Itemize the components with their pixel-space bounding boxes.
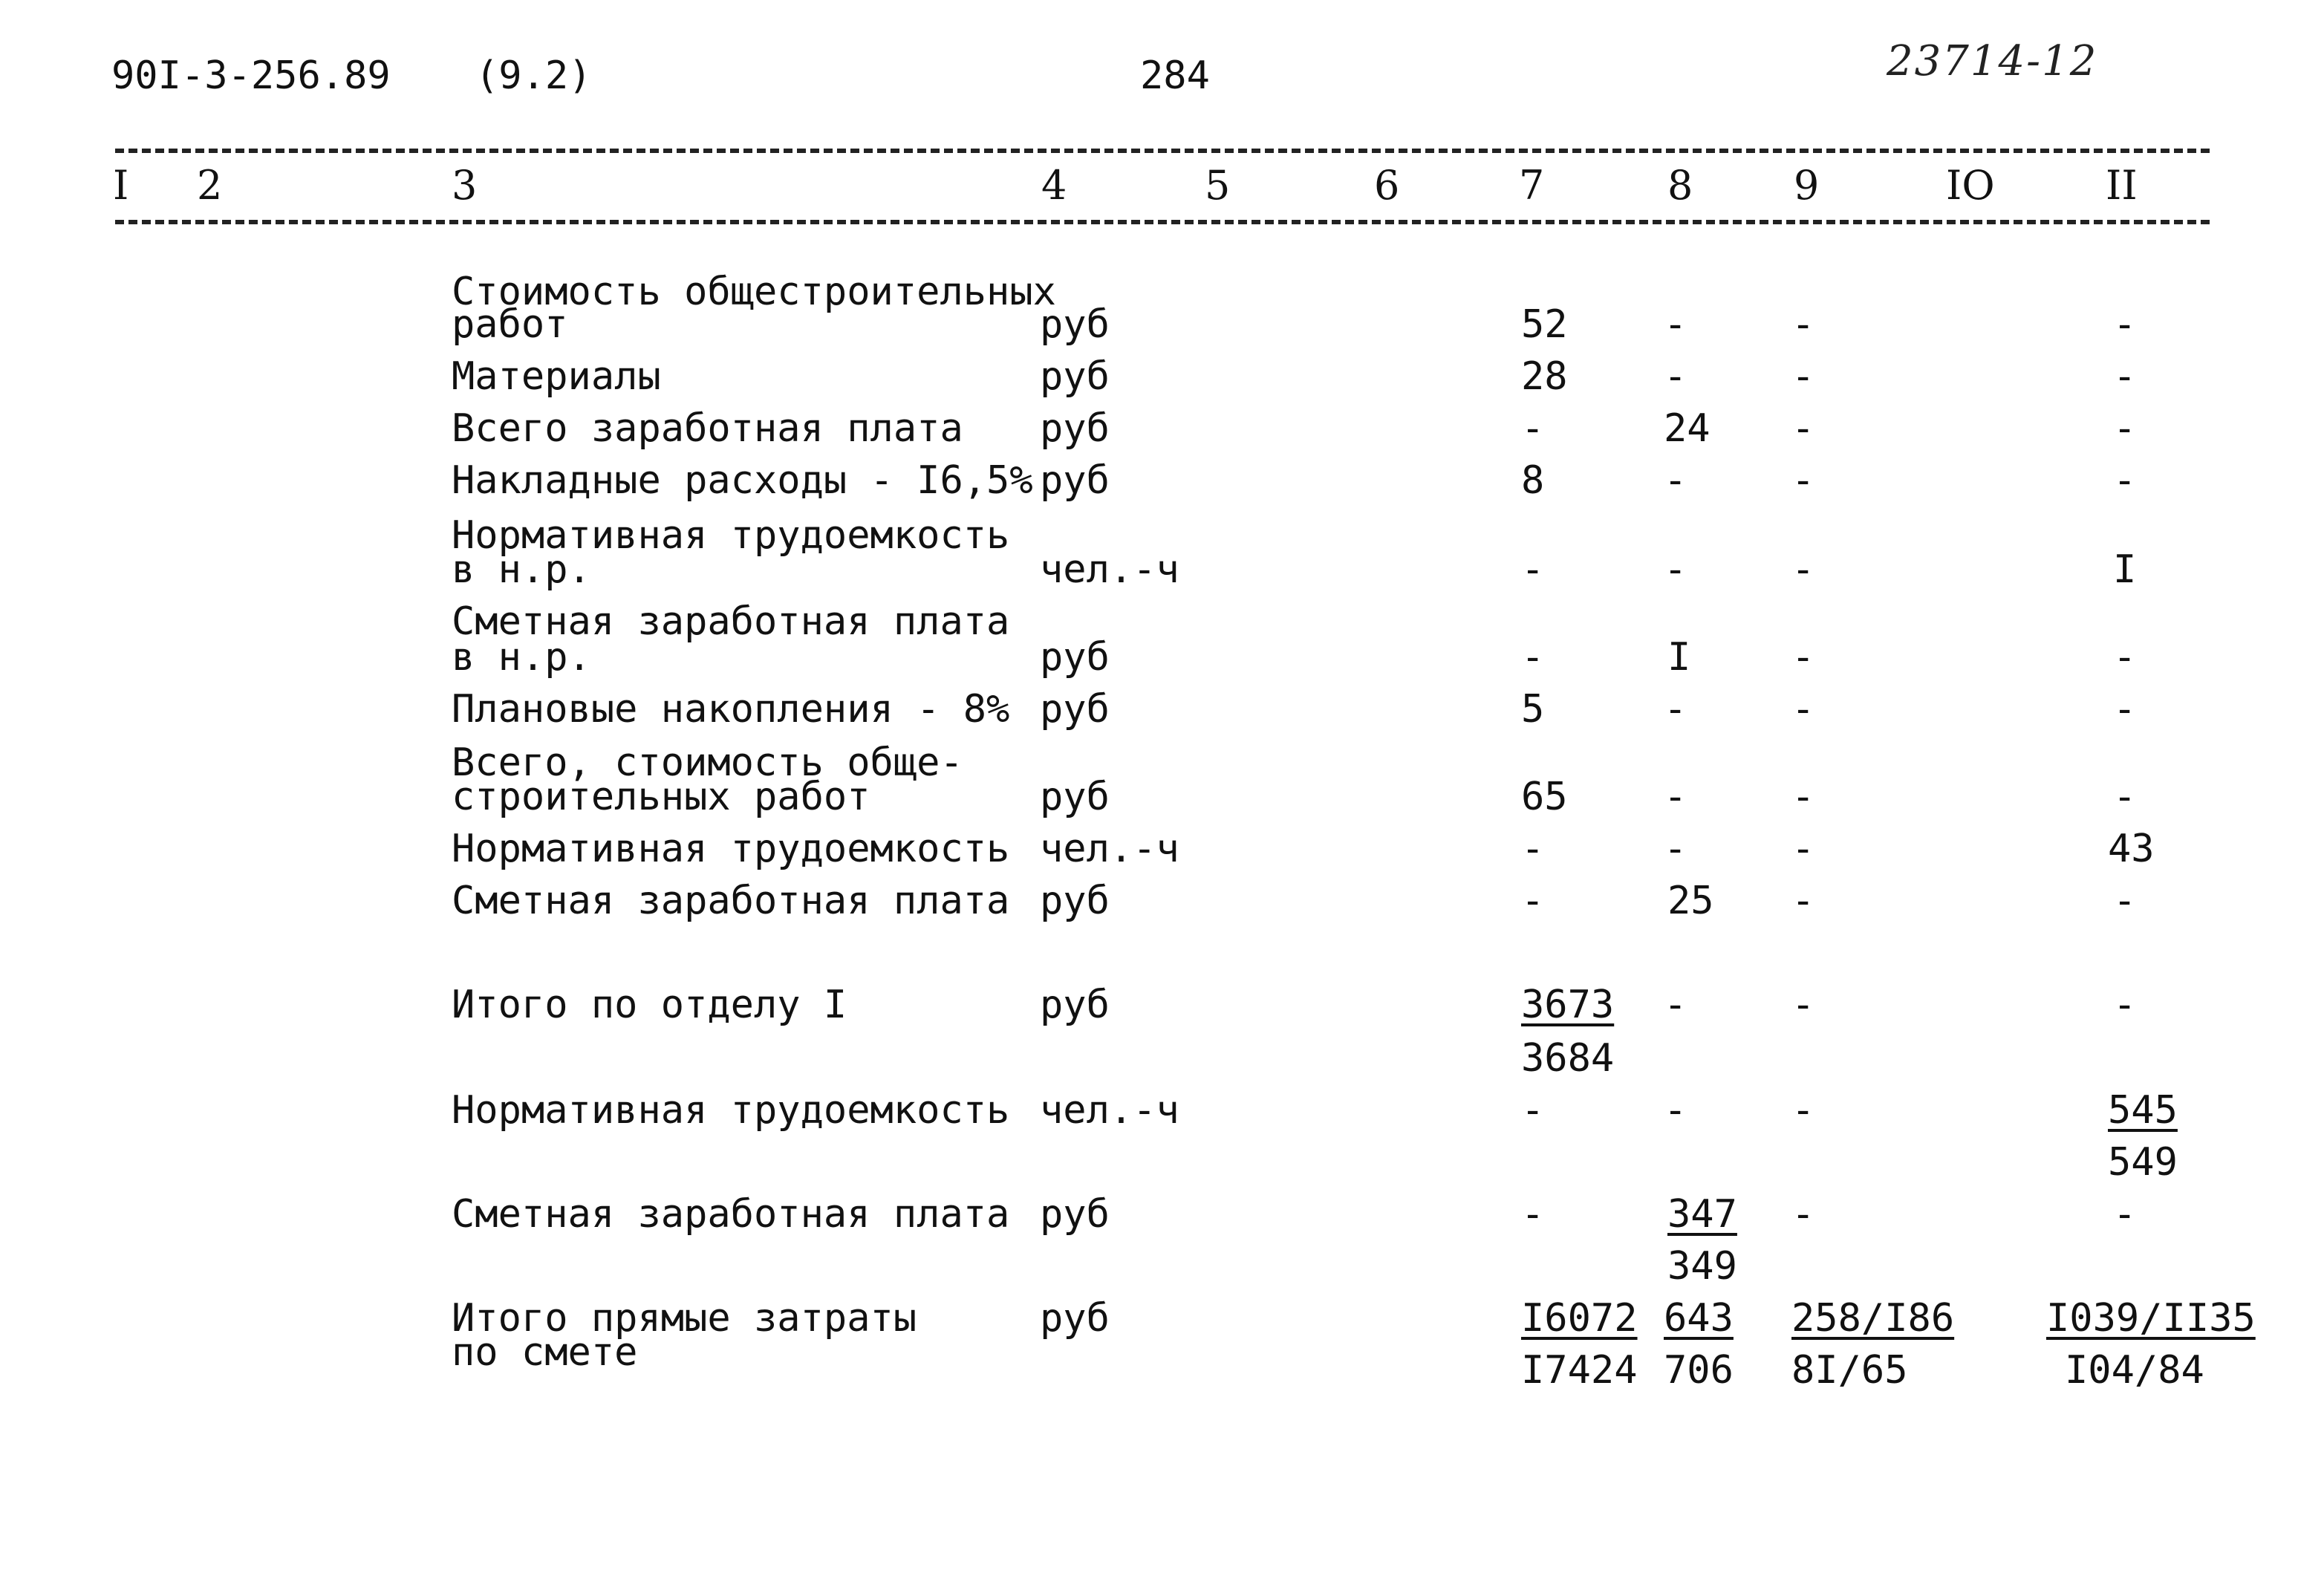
unit-cell: руб	[1040, 983, 1110, 1027]
cell-col9: -	[1791, 879, 1815, 923]
cell-col8: -	[1664, 827, 1687, 871]
cell-col9: -	[1791, 983, 1815, 1027]
cell-col8: 24	[1664, 406, 1711, 451]
cell-col7: 52	[1521, 302, 1568, 347]
cell-col7: -	[1521, 635, 1545, 680]
row-label: Накладные расходы - I6,5%	[452, 458, 1033, 503]
cell-col11-denominator: I04/84	[2065, 1348, 2204, 1393]
cell-col8: -	[1664, 354, 1687, 399]
row-label: Сметная заработная плата	[452, 879, 1010, 923]
cell-col8: -	[1664, 547, 1687, 592]
cell-col11: -	[2113, 1192, 2137, 1237]
cell-col9: -	[1791, 635, 1815, 680]
cell-col7-numerator: 3673	[1521, 983, 1615, 1027]
cell-col7: 8	[1521, 458, 1545, 503]
total-label: Нормативная трудоемкость	[452, 1088, 1010, 1133]
column-number: II	[2106, 162, 2138, 209]
cell-col11: -	[2113, 406, 2137, 451]
total-label: Итого по отделу I	[452, 983, 847, 1027]
handwritten-inventory-number: 23714-12	[1887, 37, 2098, 85]
section-number: (9.2)	[475, 53, 592, 98]
cell-col8-numerator: 347	[1667, 1192, 1737, 1237]
column-number: 8	[1667, 162, 1693, 209]
cell-col7-numerator: I6072	[1521, 1296, 1638, 1341]
cell-col9-numerator: 258/I86	[1791, 1296, 1955, 1341]
column-number: IO	[1946, 162, 1995, 209]
cell-col11: -	[2113, 983, 2137, 1027]
total-label: Сметная заработная плата	[452, 1192, 1010, 1237]
row-label: строительных работ	[452, 775, 870, 819]
cell-col7: 65	[1521, 775, 1568, 819]
cell-col11-numerator: 545	[2108, 1088, 2178, 1133]
page-number: 284	[1140, 53, 1210, 98]
cell-col8-numerator: 643	[1664, 1296, 1734, 1341]
cell-col7: -	[1521, 406, 1545, 451]
cell-col8: -	[1664, 775, 1687, 819]
cell-col11-denominator: 549	[2108, 1140, 2178, 1185]
cell-col11: I	[2113, 547, 2137, 592]
cell-col8: -	[1664, 983, 1687, 1027]
column-number: 4	[1041, 162, 1067, 209]
cell-col8: -	[1664, 302, 1687, 347]
cell-col9: -	[1791, 1192, 1815, 1237]
cell-col9: -	[1791, 406, 1815, 451]
cell-col9-denominator: 8I/65	[1791, 1348, 1908, 1393]
unit-cell: руб	[1040, 879, 1110, 923]
cell-col9: -	[1791, 302, 1815, 347]
column-number: 6	[1374, 162, 1400, 209]
cell-col7: -	[1521, 547, 1545, 592]
column-number: 9	[1794, 162, 1820, 209]
cell-col7-denominator: 3684	[1521, 1036, 1615, 1081]
total-label: Итого прямые затраты	[452, 1296, 917, 1341]
row-label: Плановые накопления - 8%	[452, 687, 1010, 732]
cell-col11: -	[2113, 354, 2137, 399]
row-label: Всего заработная плата	[452, 406, 963, 451]
cell-col9: -	[1791, 775, 1815, 819]
column-number: 2	[197, 162, 223, 209]
row-label: Материалы	[452, 354, 661, 399]
cell-col8: -	[1664, 687, 1687, 732]
cell-col11-numerator: I039/II35	[2046, 1296, 2256, 1341]
cell-col8: -	[1664, 458, 1687, 503]
cell-col8-denominator: 706	[1664, 1348, 1734, 1393]
row-label: Стоимость общестроительных	[452, 270, 1056, 314]
unit-cell: руб	[1040, 1192, 1110, 1237]
column-number: 5	[1205, 162, 1231, 209]
cell-col7: 28	[1521, 354, 1568, 399]
header-rule-bottom	[115, 220, 2210, 224]
cell-col11: 43	[2108, 827, 2155, 871]
cell-col11: -	[2113, 775, 2137, 819]
cell-col11: -	[2113, 635, 2137, 680]
cell-col8-denominator: 349	[1667, 1244, 1737, 1289]
row-label: в н.р.	[452, 635, 591, 680]
cell-col7-denominator: I7424	[1521, 1348, 1638, 1393]
cell-col9: -	[1791, 827, 1815, 871]
unit-cell: руб	[1040, 775, 1110, 819]
cell-col7: -	[1521, 1088, 1545, 1133]
unit-cell: руб	[1040, 406, 1110, 451]
cell-col7: -	[1521, 879, 1545, 923]
cell-col11: -	[2113, 458, 2137, 503]
unit-cell: руб	[1040, 635, 1110, 680]
cell-col9: -	[1791, 354, 1815, 399]
unit-cell: руб	[1040, 687, 1110, 732]
cell-col9: -	[1791, 1088, 1815, 1133]
cell-col11: -	[2113, 302, 2137, 347]
cell-col8: -	[1664, 1088, 1687, 1133]
cell-col9: -	[1791, 687, 1815, 732]
cell-col11: -	[2113, 687, 2137, 732]
cell-col9: -	[1791, 547, 1815, 592]
unit-cell: чел.-ч	[1040, 547, 1179, 592]
cell-col8: 25	[1667, 879, 1714, 923]
document-code: 90I-3-256.89	[111, 53, 391, 98]
cell-col8: I	[1667, 635, 1691, 680]
cell-col9: -	[1791, 458, 1815, 503]
header-rule-top	[115, 149, 2210, 153]
row-label: работ	[452, 302, 568, 347]
row-label: Всего, стоимость обще-	[452, 740, 963, 785]
row-label: Нормативная трудоемкость	[452, 513, 1010, 558]
total-label: по смете	[452, 1330, 638, 1375]
unit-cell: чел.-ч	[1040, 827, 1179, 871]
column-number: 7	[1519, 162, 1545, 209]
unit-cell: руб	[1040, 302, 1110, 347]
cell-col7: 5	[1521, 687, 1545, 732]
column-number: 3	[452, 162, 478, 209]
unit-cell: руб	[1040, 1296, 1110, 1341]
row-label: Сметная заработная плата	[452, 599, 1010, 644]
cell-col11: -	[2113, 879, 2137, 923]
unit-cell: чел.-ч	[1040, 1088, 1179, 1133]
cell-col7: -	[1521, 827, 1545, 871]
unit-cell: руб	[1040, 458, 1110, 503]
row-label: Нормативная трудоемкость	[452, 827, 1010, 871]
column-number: I	[113, 162, 129, 209]
unit-cell: руб	[1040, 354, 1110, 399]
cell-col7: -	[1521, 1192, 1545, 1237]
row-label: в н.р.	[452, 547, 591, 592]
